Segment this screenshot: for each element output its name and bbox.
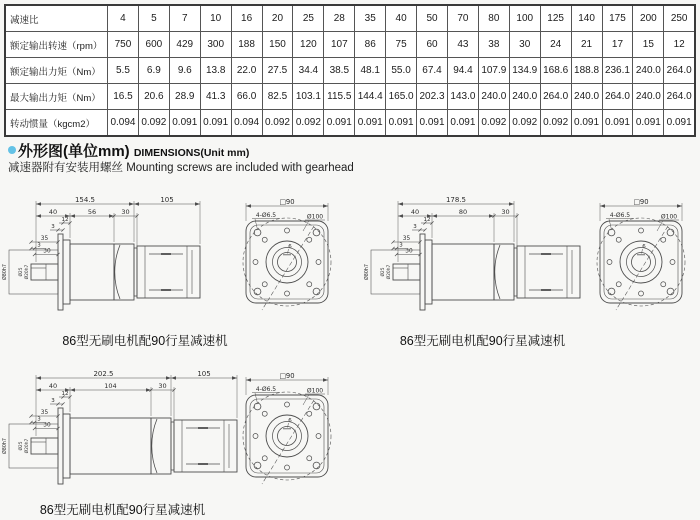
- section-title-zh: 外形图(单位mm): [18, 143, 130, 160]
- table-cell: 134.9: [509, 58, 540, 84]
- section-subtitle-en: Mounting screws are included with gearhead: [126, 162, 354, 174]
- table-cell: 0.091: [602, 110, 633, 137]
- dimension-label: 6: [642, 244, 646, 250]
- table-cell: 264.0: [602, 84, 633, 110]
- table-cell: 0.092: [262, 110, 293, 137]
- table-cell: 300: [200, 32, 231, 58]
- table-cell: 50: [417, 5, 448, 32]
- table-cell: 240.0: [478, 84, 509, 110]
- table-cell: 0.091: [571, 110, 602, 137]
- table-cell: 67.4: [417, 58, 448, 84]
- dimension-label: 30: [501, 208, 510, 216]
- table-cell: 0.091: [324, 110, 355, 137]
- table-cell: 0.091: [169, 110, 200, 137]
- table-cell: 9.6: [169, 58, 200, 84]
- table-cell: 21: [571, 32, 602, 58]
- table-cell: 175: [602, 5, 633, 32]
- dimension-label: 3: [399, 242, 403, 249]
- table-cell: 16.5: [108, 84, 139, 110]
- spec-table: [4, 4, 696, 137]
- table-cell: 0.091: [417, 110, 448, 137]
- table-cell: 0.091: [633, 110, 664, 137]
- table-cell: 0.092: [293, 110, 324, 137]
- table-cell: 80: [478, 5, 509, 32]
- dimension-label: □90: [279, 198, 295, 206]
- drawing-caption-1: 86型无刷电机配90行星减速机: [62, 334, 228, 348]
- dimension-label: Ø80h7: [3, 264, 8, 280]
- table-cell: 16: [231, 5, 262, 32]
- table-cell: 28.9: [169, 84, 200, 110]
- table-cell: 165.0: [386, 84, 417, 110]
- section-heading: [8, 140, 249, 161]
- row-label: 减速比: [5, 5, 108, 32]
- side-view-drawing-1: [0, 188, 210, 328]
- table-cell: 25: [293, 5, 324, 32]
- table-cell: 0.091: [664, 110, 695, 137]
- dimension-label: 104: [104, 382, 117, 390]
- table-cell: 75: [386, 32, 417, 58]
- table-cell: 38.5: [324, 58, 355, 84]
- dimension-label: Ø25: [19, 267, 24, 277]
- table-cell: 7: [169, 5, 200, 32]
- dimension-label: Ø80h7: [3, 438, 8, 454]
- table-cell: 0.091: [447, 110, 478, 137]
- table-cell: 22.0: [231, 58, 262, 84]
- table-cell: 10: [200, 5, 231, 32]
- table-cell: 236.1: [602, 58, 633, 84]
- dimension-label: 4-Ø6.5: [609, 212, 631, 219]
- dimension-label: Ø20h7: [25, 438, 30, 454]
- table-cell: 120: [293, 32, 324, 58]
- dimension-label: 3: [413, 224, 417, 230]
- dimension-label: Ø100: [306, 387, 324, 395]
- table-row: [5, 110, 695, 137]
- dimension-label: Ø20h7: [387, 264, 392, 280]
- dimension-label: Ø20h7: [25, 264, 30, 280]
- dimension-label: 40: [48, 208, 58, 216]
- row-label: 额定输出力矩（Nm）: [5, 58, 108, 84]
- dimension-label: 4-Ø6.5: [255, 386, 277, 393]
- dimension-label: 6: [288, 244, 292, 250]
- table-cell: 144.4: [355, 84, 386, 110]
- table-cell: 82.5: [262, 84, 293, 110]
- side-view-drawing-2: [362, 188, 590, 328]
- side-view-drawing-3: [0, 362, 250, 502]
- table-cell: 188: [231, 32, 262, 58]
- table-cell: 140: [571, 5, 602, 32]
- dimension-label: 3: [37, 416, 41, 423]
- table-cell: 24: [540, 32, 571, 58]
- table-cell: 12: [664, 32, 695, 58]
- table-cell: 20: [262, 5, 293, 32]
- table-cell: 0.091: [386, 110, 417, 137]
- front-view-drawing-2: [582, 188, 700, 328]
- table-cell: 66.0: [231, 84, 262, 110]
- table-cell: 103.1: [293, 84, 324, 110]
- dimension-label: 35: [40, 410, 49, 416]
- front-view-drawing-3: [228, 362, 346, 502]
- section-subtitle-zh: 减速器附有安装用螺丝: [8, 162, 123, 174]
- table-cell: 240.0: [509, 84, 540, 110]
- table-cell: 48.1: [355, 58, 386, 84]
- table-cell: 94.4: [447, 58, 478, 84]
- table-cell: 43: [447, 32, 478, 58]
- row-label: 额定输出转速（rpm）: [5, 32, 108, 58]
- dimension-label: 30: [158, 382, 167, 390]
- dimension-label: 202.5: [93, 370, 114, 378]
- dimension-label: 105: [197, 370, 211, 378]
- dimension-label: 30: [43, 248, 51, 255]
- table-cell: 4: [108, 5, 139, 32]
- dimension-label: 30: [43, 422, 51, 429]
- table-cell: 107.9: [478, 58, 509, 84]
- table-cell: 0.092: [478, 110, 509, 137]
- table-cell: 0.092: [138, 110, 169, 137]
- dimension-label: 35: [40, 236, 49, 242]
- table-cell: 27.5: [262, 58, 293, 84]
- table-cell: 168.6: [540, 58, 571, 84]
- dimension-label: 35: [402, 236, 411, 242]
- table-row: [5, 58, 695, 84]
- table-cell: 0.092: [540, 110, 571, 137]
- dimension-label: Ø25: [19, 441, 24, 451]
- dimension-label: □90: [279, 372, 295, 380]
- drawing-caption-2: 86型无刷电机配90行星减速机: [399, 334, 566, 348]
- section-title-en: DIMENSIONS(Unit mm): [133, 147, 250, 159]
- bullet-icon: [8, 146, 16, 154]
- table-cell: 264.0: [540, 84, 571, 110]
- drawing-caption-3: 86型无刷电机配90行星减速机: [39, 503, 206, 517]
- dimension-label: 12: [61, 391, 69, 397]
- table-cell: 143.0: [447, 84, 478, 110]
- table-row: [5, 84, 695, 110]
- table-cell: 264.0: [664, 58, 695, 84]
- dimension-label: 30: [121, 208, 130, 216]
- dimension-label: □90: [633, 198, 649, 206]
- table-cell: 34.4: [293, 58, 324, 84]
- dimension-label: Ø80h7: [365, 264, 370, 280]
- table-cell: 0.094: [108, 110, 139, 137]
- dimension-label: 6: [288, 418, 292, 424]
- front-view-drawing-1: [228, 188, 346, 328]
- table-cell: 55.0: [386, 58, 417, 84]
- table-cell: 17: [602, 32, 633, 58]
- table-cell: 240.0: [633, 84, 664, 110]
- table-cell: 600: [138, 32, 169, 58]
- table-cell: 70: [447, 5, 478, 32]
- dimension-label: Ø25: [381, 267, 386, 277]
- dimension-label: 80: [458, 208, 468, 216]
- dimension-label: 40: [48, 382, 58, 390]
- table-cell: 264.0: [664, 84, 695, 110]
- section-subtitle: [8, 159, 354, 175]
- dimension-label: 4-Ø6.5: [255, 212, 277, 219]
- table-cell: 35: [355, 5, 386, 32]
- table-cell: 250: [664, 5, 695, 32]
- table-cell: 30: [509, 32, 540, 58]
- table-cell: 5: [138, 5, 169, 32]
- table-row: [5, 32, 695, 58]
- dimension-label: 105: [160, 196, 174, 204]
- table-cell: 13.8: [200, 58, 231, 84]
- table-cell: 6.9: [138, 58, 169, 84]
- table-cell: 41.3: [200, 84, 231, 110]
- dimension-label: 3: [51, 398, 55, 404]
- dimension-label: 154.5: [74, 196, 96, 204]
- row-label: 最大输出力矩（Nm）: [5, 84, 108, 110]
- table-cell: 28: [324, 5, 355, 32]
- table-cell: 202.3: [417, 84, 448, 110]
- dimension-label: 30: [405, 248, 413, 255]
- row-label: 转动惯量（kgcm2）: [5, 110, 108, 137]
- table-cell: 86: [355, 32, 386, 58]
- dimension-label: 56: [87, 208, 97, 216]
- table-cell: 5.5: [108, 58, 139, 84]
- table-row: [5, 5, 695, 32]
- table-cell: 107: [324, 32, 355, 58]
- table-cell: 0.091: [355, 110, 386, 137]
- dimension-label: 12: [423, 217, 431, 223]
- table-cell: 240.0: [571, 84, 602, 110]
- dimension-label: 12: [61, 217, 69, 223]
- table-cell: 750: [108, 32, 139, 58]
- table-cell: 60: [417, 32, 448, 58]
- dimension-label: Ø100: [660, 213, 678, 221]
- dimension-label: 3: [51, 224, 55, 230]
- table-cell: 0.091: [200, 110, 231, 137]
- dimension-label: Ø100: [306, 213, 324, 221]
- table-cell: 429: [169, 32, 200, 58]
- table-cell: 200: [633, 5, 664, 32]
- table-cell: 150: [262, 32, 293, 58]
- table-cell: 40: [386, 5, 417, 32]
- table-cell: 100: [509, 5, 540, 32]
- table-cell: 0.092: [509, 110, 540, 137]
- table-cell: 125: [540, 5, 571, 32]
- table-cell: 240.0: [633, 58, 664, 84]
- dimension-label: 178.5: [445, 196, 467, 204]
- dimension-label: 40: [410, 208, 420, 216]
- table-cell: 20.6: [138, 84, 169, 110]
- table-cell: 38: [478, 32, 509, 58]
- table-cell: 0.094: [231, 110, 262, 137]
- table-cell: 15: [633, 32, 664, 58]
- table-cell: 115.5: [324, 84, 355, 110]
- table-cell: 188.8: [571, 58, 602, 84]
- dimension-label: 3: [37, 242, 41, 249]
